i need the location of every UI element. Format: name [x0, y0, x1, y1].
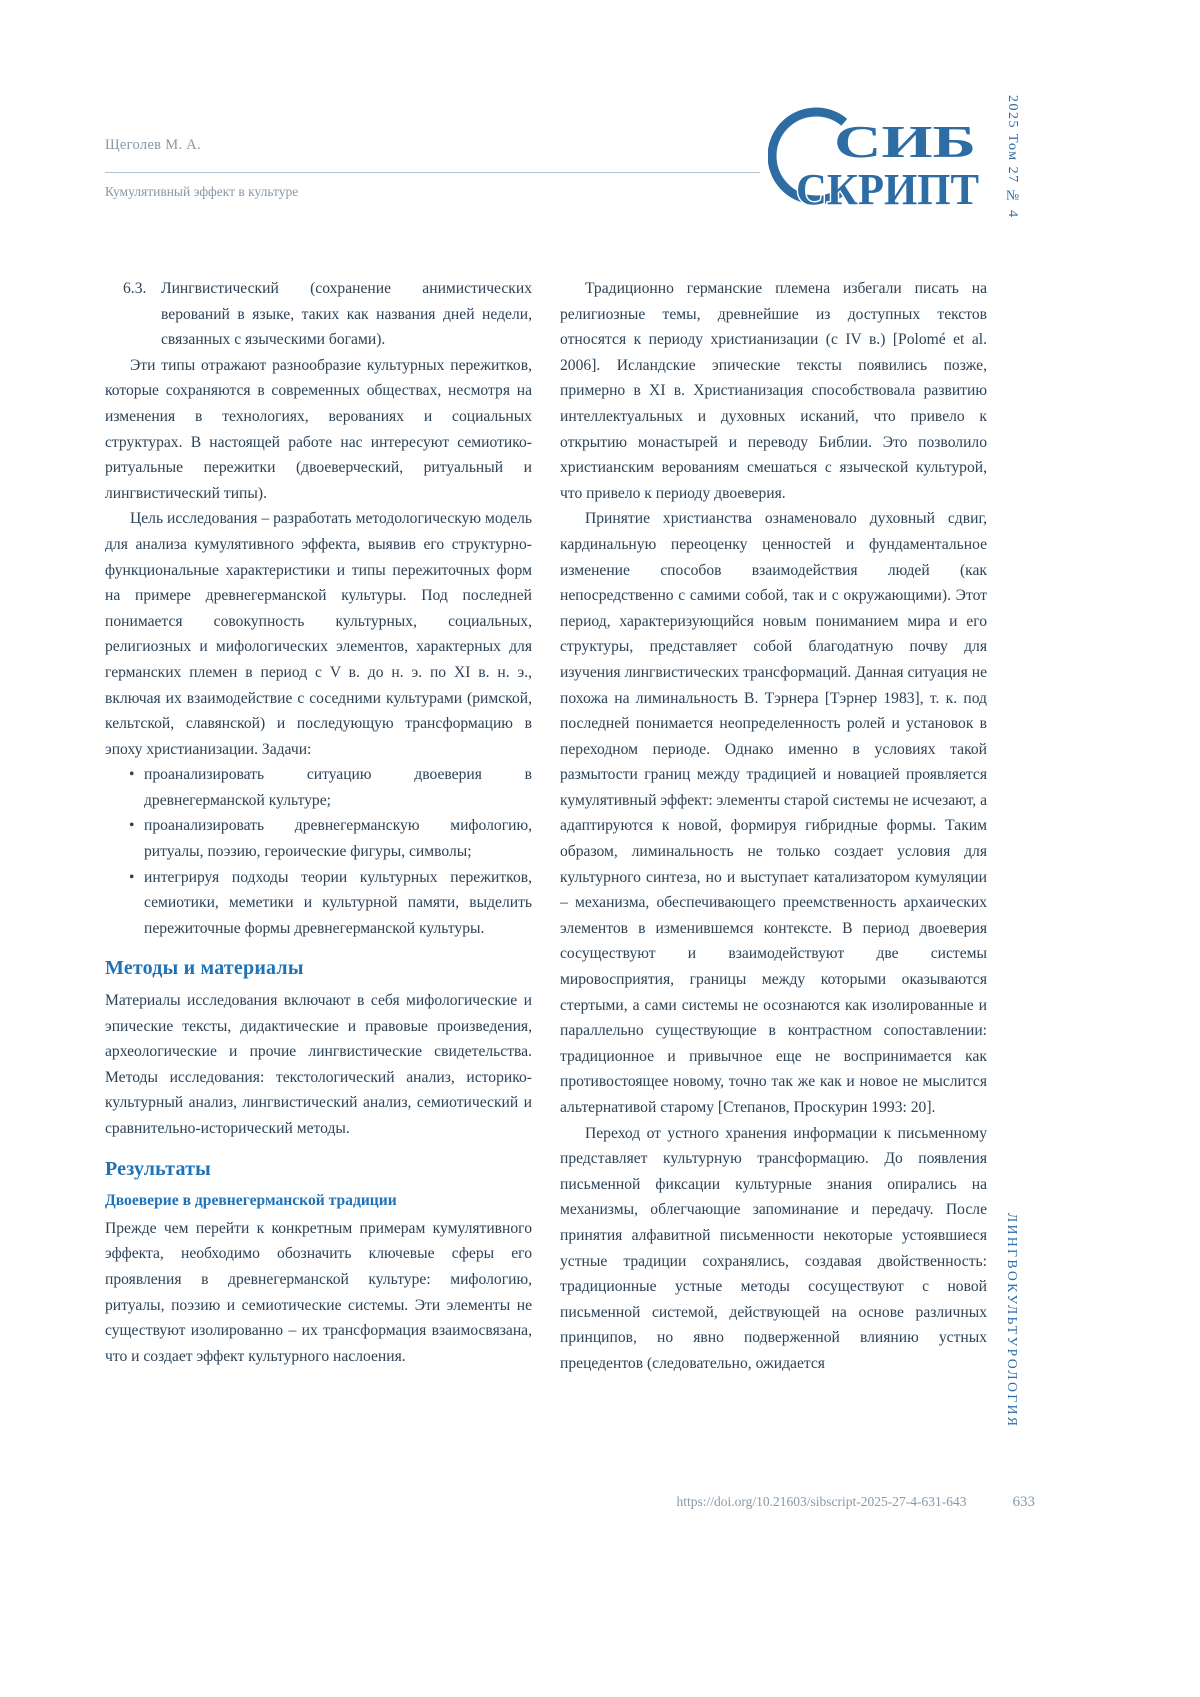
- list-item-text: Лингвистический (сохранение анимистических верований в языке, таких как названия дней недели, связанных с языческими богами).: [161, 280, 532, 349]
- logo-text-script: СКРИПТ: [796, 165, 979, 213]
- paragraph: Материалы исследования включают в себя мифологические и эпические тексты, дидактические и правовые произведения, археологические и прочие лингвистические свидетельства. Методы исследования: текстологический анализ, историко-культурный анализ, лингвистический анализ, семиотический и сравнительно-исторический методы.: [105, 992, 532, 1137]
- heading-methods: Методы и материалы: [105, 957, 304, 980]
- paragraph: Переход от устного хранения информации к письменному представляет культурную трансформацию. До появления письменной фиксации культурные знания опирались на механизмы, облегчающие запоминание и передачу. После принятия алфавитной письменности некоторые устоявшиеся устные традиции сохранялись, создавая двойственность: традиционные устные методы сосуществуют с новой письменной системой, действующей на основе различных принципов, но явно подверженной влиянию устных прецедентов (следовательно, ожидается: [560, 1124, 987, 1372]
- list-item: • проанализировать древнегерманскую мифологию, ритуалы, поэзию, героические фигуры, символы;: [127, 813, 532, 864]
- article-body: [105, 276, 987, 1377]
- bullet-list: [127, 762, 532, 941]
- page-number: 633: [1012, 1494, 1035, 1510]
- list-item: • проанализировать ситуацию двоеверия в древнегерманской культуре;: [127, 762, 532, 813]
- subheading-dvoeverie: Двоеверие в древнегерманской традиции: [105, 1192, 397, 1210]
- journal-logo-graphic: [768, 103, 986, 213]
- list-item: • интегрируя подходы теории культурных пережитков, семиотики, меметики и культурной памяти, выделить пережиточные формы древнегерманской культуры.: [127, 865, 532, 942]
- section-label-vertical: ЛИНГВОКУЛЬТУРОЛОГИЯ: [1005, 1213, 1020, 1429]
- logo-text-sib: СИБ: [834, 116, 976, 167]
- volume-info-vertical: 2025 Том 27 № 4: [1005, 95, 1020, 219]
- paragraph: Прежде чем перейти к конкретным примерам кумулятивного эффекта, необходимо обозначить ключевые сферы его проявления в древнегерманской культуре: мифологию, ритуалы, поэзию и семиотические системы. Эти элементы не существуют изолированно – их трансформация взаимосвязана, что и создает эффект культурного наслоения.: [105, 1219, 532, 1365]
- paragraph: Цель исследования – разработать методологическую модель для анализа кумулятивного эффекта, выявив его структурно-функциональные характеристики и типы пережиточных форм на примере древнегерманской культуры. Под последней понимается совокупность культурных, социальных, религиозных и мифологических элементов, характерных для германских племен в период с V в. до н. э. по XI в. н. э., включая их взаимодействие с соседними культурами (римской, кельтской, славянской) и последующую трансформацию в эпоху христианизации. Задачи:: [105, 510, 532, 758]
- page-footer: [105, 1494, 1035, 1511]
- running-head: Кумулятивный эффект в культуре: [105, 184, 299, 199]
- paragraph: Традиционно германские племена избегали писать на религиозные темы, древнейшие из доступных текстов относятся к периоду христианизации (с IV в.) [Polomé et al. 2006]. Исландские эпические тексты появились позже, примерно в XI в. Христианизация способствовала развитию интеллектуальных и духовных исканий, что привело к открытию монастырей и переводу Библии. Это позволило христианским верованиям смешаться с языческой культурой, что привело к периоду двоеверия.: [560, 280, 987, 502]
- list-item-number: 6.3.: [123, 280, 147, 297]
- paragraph: Эти типы отражают разнообразие культурных пережитков, которые сохраняются в современных обществах, несмотря на изменения в технологиях, верованиях и социальных структурах. В настоящей работе нас интересуют семиотико-ритуальные пережитки (двоеверческий, ритуальный и лингвистический типы).: [105, 356, 532, 502]
- header-rule: [105, 172, 760, 173]
- heading-results: Результаты: [105, 1157, 211, 1180]
- author-name: Щеголев М. А.: [105, 137, 201, 153]
- column-left: [105, 276, 532, 1377]
- doi-link[interactable]: https://doi.org/10.21603/sibscript-2025-27-4-631-643: [676, 1494, 967, 1509]
- column-right: [560, 276, 987, 1377]
- paragraph: Принятие христианства ознаменовало духовный сдвиг, кардинальную переоценку ценностей и фундаментальное изменение способов взаимодействия людей (как непосредственно с самими собой, так и с окружающими). Этот период, характеризующийся новым пониманием мира и его структуры, представляет собой благодатную почву для изучения лингвистических трансформаций. Данная ситуация не похожа на лиминальность В. Тэрнера [Тэрнер 1983], т. к. под последней понимается неопределенность ролей и установок в переходном периоде. Однако именно в условиях такой размытости границ между традицией и новацией проявляется кумулятивный эффект: элементы старой системы не исчезают, а адаптируются к новой, формируя гибридные формы. Таким образом, лиминальность не только создает условия для культурного синтеза, но и выступает катализатором кумуляции – механизма, обеспечивающего преемственность архаических элементов в изменившемся контексте. В период двоеверия сосуществуют и взаимодействуют две системы мировосприятия, границы между которыми оказываются стертыми, а сами системы не осознаются как изолированные и параллельно существующие в контрастном сопоставлении: традиционное и привычное еще не воспринимается как противостоящее новому, точно так же как и новое не мыслится альтернативой старому [Степанов, Проскурин 1993: 20].: [560, 510, 987, 1116]
- numbered-list-item: [123, 276, 532, 353]
- journal-logo: [768, 103, 986, 213]
